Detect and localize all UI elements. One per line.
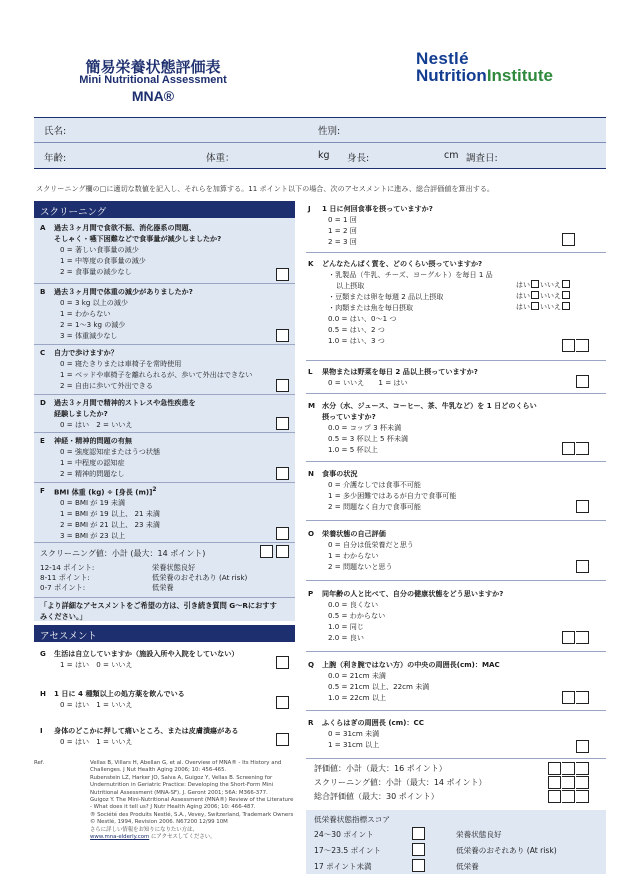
question-q-text-1: 上腕（利き腕ではない方）の中央の周囲長(cm)：MAC xyxy=(322,660,500,669)
letter-c: C xyxy=(40,348,46,357)
ref-line-11 xyxy=(90,834,300,841)
screening-subtotal-box-1[interactable] xyxy=(260,545,273,558)
question-k-option-2: 1.0 = はい、3 つ xyxy=(328,336,385,345)
answer-box-r[interactable] xyxy=(576,740,589,753)
answer-box-m-2[interactable] xyxy=(576,442,589,455)
height-label: 身長: xyxy=(347,153,370,164)
assessment-heading: アセスメント xyxy=(34,625,295,642)
question-d-text-2: 経験しましたか? xyxy=(54,409,108,418)
title-english: Mini Nutritional Assessment xyxy=(79,74,227,86)
question-f-option-3: 3 = BMI が 23 以上 xyxy=(60,531,126,541)
question-n-option-1: 1 = 多少困難ではあるが自力で食事可能 xyxy=(328,491,457,500)
question-r-text-1: ふくらはぎの周囲長 (cm)：CC xyxy=(322,718,424,727)
screening-subtotal-box-4[interactable] xyxy=(562,776,575,789)
question-k-sub-2: ・豆類または卵を毎週 2 品以上摂取 xyxy=(328,292,444,301)
more-assessment-note-1: 「より詳細なアセスメントをご希望の方は、引き続き質問 G～Rにおすす xyxy=(40,601,277,610)
answer-box-o[interactable] xyxy=(576,560,589,573)
question-l-option-0: 0 = いいえ 1 = はい xyxy=(328,378,408,387)
k2-no-box[interactable] xyxy=(562,291,570,299)
ref-line-5: Nutritional Assessment (MNA-SF). J. Geront 2001; 56A: M366-377. xyxy=(90,789,268,796)
question-o-option-0: 0 = 自分は低栄養だと思う xyxy=(328,540,414,549)
logo-nutrition: Nutrition xyxy=(416,66,487,85)
weight-label: 体重： xyxy=(206,153,235,164)
total-score-box-3[interactable] xyxy=(576,790,589,803)
question-p-option-1: 0.5 = わからない xyxy=(328,611,386,620)
ref-line-8: ® Société des Produits Nestlé, S.A., Vevey, Switzerland, Trademark Owners xyxy=(90,811,294,818)
question-k-sub-3: ・肉類または魚を毎日摂取 xyxy=(328,303,414,312)
question-n-text-1: 食事の状況 xyxy=(322,469,358,478)
mna-elderly-link[interactable]: www.mna-elderly.com xyxy=(90,834,150,841)
k2-yes-label: はい xyxy=(516,292,530,300)
date-label: 調査日: xyxy=(466,153,498,164)
question-r-option-0: 0 = 31cm 未満 xyxy=(328,729,380,738)
question-k-option-1: 0.5 = はい、2 つ xyxy=(328,325,385,334)
letter-n: N xyxy=(308,469,314,478)
question-b-option-3: 3 = 体重減少なし xyxy=(60,331,118,340)
ref-line-10: さらに詳しい情報をお知りになりたい方は、 xyxy=(90,826,198,833)
question-g-text-1: 生活は自立していますか（施設入所や入院をしていない） xyxy=(54,649,239,658)
logo-nestle: Nestlé xyxy=(416,49,469,68)
question-b-option-0: 0 = 3 kg 以上の減少 xyxy=(60,298,129,307)
question-j-text-1: 1 日に何回食事を摂っていますか? xyxy=(322,204,433,213)
score-check-2[interactable] xyxy=(412,843,425,856)
question-p-option-3: 2.0 = 良い xyxy=(328,633,364,642)
question-d-text-1: 過去３ヶ月間で精神的ストレスや急性疾患を xyxy=(54,398,196,407)
answer-box-h[interactable] xyxy=(276,696,289,709)
screening-heading: スクリーニング xyxy=(34,201,295,218)
cm-unit: cm xyxy=(444,150,459,161)
letter-d: D xyxy=(40,398,46,407)
question-j-option-1: 1 = 2 回 xyxy=(328,226,357,235)
question-i-option-0: 0 = はい 1 = いいえ xyxy=(60,737,133,746)
letter-j: J xyxy=(308,204,311,213)
assessment-subtotal-box-1[interactable] xyxy=(548,762,561,775)
question-f-superscript: 2 xyxy=(152,487,157,493)
screening-subtotal-label-2: スクリーニング値：小計（最大：14 ポイント） xyxy=(314,778,487,787)
ref-line-6: Guigoz Y. The Mini-Nutritional Assessment (MNA®) Review of the Literature xyxy=(90,797,294,804)
ref-line-4: Undernutrition in Geriatric Practice: Developing the Short-Form Mini xyxy=(90,782,274,789)
answer-box-f[interactable] xyxy=(276,527,289,540)
total-score-box-1[interactable] xyxy=(548,790,561,803)
answer-box-d[interactable] xyxy=(276,417,289,430)
score-label-2: 低栄養のおそれあり (At risk) xyxy=(456,846,557,855)
k1-yes-label: はい xyxy=(516,281,530,289)
question-m-option-0: 0.0 = コップ 3 杯未満 xyxy=(328,423,402,432)
score-label-3: 低栄養 xyxy=(456,862,479,871)
question-m-text-2: 摂っていますか? xyxy=(322,412,376,421)
question-k-sub-1: ・乳製品（牛乳、チーズ、ヨーグルト）を毎日 1 品 xyxy=(328,270,493,279)
k3-yes-box[interactable] xyxy=(531,302,539,310)
question-c-option-0: 0 = 寝たきりまたは車椅子を常時使用 xyxy=(60,359,182,368)
k-yes-no-checks xyxy=(516,280,571,313)
result-0-7-label: 低栄養 xyxy=(152,583,174,592)
question-m-option-1: 0.5 = 3 杯以上 5 杯未満 xyxy=(328,434,409,443)
k2-no-label: いいえ xyxy=(540,292,561,300)
answer-box-l[interactable] xyxy=(576,375,589,388)
question-n-option-2: 2 = 問題なく自力で食事可能 xyxy=(328,502,421,511)
screening-subtotal-label: スクリーニング値：小計 (最大：14 ポイント) xyxy=(40,549,206,558)
question-a-option-0: 0 = 著しい食事量の減少 xyxy=(60,245,139,254)
letter-p: P xyxy=(308,589,314,598)
question-d-option-0: 0 = はい 2 = いいえ xyxy=(60,420,133,429)
question-c-option-1: 1 = ベッドや車椅子を離れられるが、歩いて外出はできない xyxy=(60,370,253,379)
k2-yes-box[interactable] xyxy=(531,291,539,299)
kg-unit: kg xyxy=(318,150,330,161)
question-f-option-2: 2 = BMI が 21 以上、 23 未満 xyxy=(60,520,160,530)
malnutrition-indicator-score xyxy=(306,810,606,874)
title-mna: MNA® xyxy=(131,88,175,104)
answer-box-e[interactable] xyxy=(276,467,289,480)
k3-yes-label: はい xyxy=(516,303,530,311)
k1-no-label: いいえ xyxy=(540,281,561,289)
answer-box-b[interactable] xyxy=(276,329,289,342)
question-a-text-1: 過去３ヶ月間で食欲不振、消化器系の問題、 xyxy=(54,223,196,232)
score-range-1: 24～30 ポイント xyxy=(314,830,374,839)
answer-box-k-1[interactable] xyxy=(562,339,575,352)
patient-info-box xyxy=(34,117,606,169)
logo-nutrition-institute xyxy=(416,67,596,84)
letter-e: E xyxy=(40,436,45,445)
score-scale-title: 低栄養状態指標スコア xyxy=(314,815,390,824)
question-l-text-1: 果物または野菜を毎日 2 品以上摂っていますか? xyxy=(322,367,478,376)
score-range-3: 17 ポイント未満 xyxy=(314,862,372,871)
question-q-option-1: 0.5 = 21cm 以上、22cm 未満 xyxy=(328,682,430,691)
question-f-option-0: 0 = BMI が 19 未満 xyxy=(60,498,126,508)
screening-subtotal-box-5[interactable] xyxy=(576,776,589,789)
k3-no-label: いいえ xyxy=(540,303,561,311)
score-range-2: 17～23.5 ポイント xyxy=(314,846,381,855)
k1-no-box[interactable] xyxy=(562,280,570,288)
title-japanese: 簡易栄養状態評価表 xyxy=(85,58,221,76)
result-0-7-points: 0-7 ポイント: xyxy=(40,583,86,592)
answer-box-j[interactable] xyxy=(562,233,575,246)
score-check-3[interactable] xyxy=(412,859,425,872)
question-m-text-1: 水分（水、ジュース、コーヒー、茶、牛乳など）を 1 日どのくらい xyxy=(322,401,537,410)
total-score-label: 総合評価値（最大：30 ポイント） xyxy=(314,792,439,801)
answer-box-q-1[interactable] xyxy=(562,691,575,704)
question-j-option-0: 0 = 1 回 xyxy=(328,215,357,224)
question-n-option-0: 0 = 介護なしでは食事不可能 xyxy=(328,480,421,489)
question-o-option-1: 1 = わからない xyxy=(328,551,379,560)
question-k-option-0: 0.0 = はい、0～1 つ xyxy=(328,314,397,323)
screening-subtotal-box-3[interactable] xyxy=(548,776,561,789)
question-c-text-1: 自力で歩けますか？ xyxy=(54,348,118,357)
ref-line-2: Challenges. J Nut Health Aging 2006; 10: 456-465. xyxy=(90,767,227,774)
question-j-option-2: 2 = 3 回 xyxy=(328,237,357,246)
letter-q: Q xyxy=(308,660,315,669)
assessment-subtotal-label: 評価値：小計（最大：16 ポイント） xyxy=(314,764,447,773)
letter-m: M xyxy=(308,401,316,410)
question-k-text-1: どんなたんぱく質を、どのくらい摂っていますか? xyxy=(322,259,483,268)
question-e-option-2: 2 = 精神的問題なし xyxy=(60,469,125,478)
answer-box-m-1[interactable] xyxy=(562,442,575,455)
answer-box-i[interactable] xyxy=(276,733,289,746)
question-p-option-2: 1.0 = 同じ xyxy=(328,622,364,631)
answer-box-a[interactable] xyxy=(276,268,289,281)
letter-h: H xyxy=(40,689,46,698)
question-r-option-1: 1 = 31cm 以上 xyxy=(328,740,380,749)
question-a-option-1: 1 = 中等度の食事量の減少 xyxy=(60,256,146,265)
letter-o: O xyxy=(308,529,315,538)
question-p-option-0: 0.0 = 良くない xyxy=(328,600,379,609)
question-b-option-2: 2 = 1～3 kg の減少 xyxy=(60,320,126,329)
instructions: スクリーニング欄の□に適切な数値を記入し、それらを加算する。11 ポイント以下の場合、次のアセスメントに進み、総合評価値を算出する。 xyxy=(36,184,495,193)
more-assessment-note xyxy=(40,600,292,622)
ref-line-1: Vellas B, Villars H, Abellan G, et al. Overview of MNA® - Its History and xyxy=(90,760,282,766)
question-o-option-2: 2 = 問題ないと思う xyxy=(328,562,393,571)
question-p-text-1: 同年齢の人と比べて、自分の健康状態をどう思いますか? xyxy=(322,589,504,598)
references xyxy=(90,760,300,841)
question-e-option-1: 1 = 中程度の認知症 xyxy=(60,458,125,467)
question-f-text xyxy=(54,485,160,497)
result-12-14-points: 12-14 ポイント: xyxy=(40,563,95,572)
nestle-logo xyxy=(416,50,596,84)
letter-r: R xyxy=(308,718,314,727)
references-label: Ref. xyxy=(34,760,45,766)
question-f-option-1: 1 = BMI が 19 以上、 21 未満 xyxy=(60,509,160,519)
letter-k: K xyxy=(308,259,314,268)
question-a-option-2: 2 = 食事量の減少なし xyxy=(60,267,132,276)
ref-line-11-text: にアクセスしてください。 xyxy=(149,834,216,841)
screening-subtotal-box-2[interactable] xyxy=(276,545,289,558)
letter-l: L xyxy=(308,367,313,376)
answer-box-c[interactable] xyxy=(276,379,289,392)
question-q-option-2: 1.0 = 22cm 以上 xyxy=(328,693,387,702)
age-label: 年齢: xyxy=(44,153,67,164)
more-assessment-note-2: みください。」 xyxy=(40,612,87,621)
answer-box-g[interactable] xyxy=(276,656,289,669)
question-h-text-1: 1 日に 4 種類以上の処方薬を飲んでいる xyxy=(54,689,185,698)
question-f-text-1: BMI 体重 (kg) ÷ [身長 (m)] xyxy=(54,487,153,497)
letter-b: B xyxy=(40,287,46,296)
question-c-option-2: 2 = 自由に歩いて外出できる xyxy=(60,381,153,390)
ref-line-9: © Nestlé, 1994, Revision 2006. N67200 12/99 10M xyxy=(90,819,228,826)
answer-box-k-2[interactable] xyxy=(576,339,589,352)
answer-box-q-2[interactable] xyxy=(576,691,589,704)
answer-box-p-1[interactable] xyxy=(562,631,575,644)
k1-yes-box[interactable] xyxy=(531,280,539,288)
logo-institute: Institute xyxy=(486,66,553,85)
question-h-option-0: 0 = はい 1 = いいえ xyxy=(60,700,133,709)
question-e-option-0: 0 = 強度認知症またはうつ状態 xyxy=(60,447,161,456)
question-e-text-1: 神経・精神的問題の有無 xyxy=(54,436,133,445)
result-8-11-label: 低栄養のおそれあり (At risk) xyxy=(152,573,248,582)
answer-box-p-2[interactable] xyxy=(576,631,589,644)
totals xyxy=(314,762,487,804)
question-q-option-0: 0.0 = 21cm 未満 xyxy=(328,671,387,680)
question-k-sub-1b: 以上摂取 xyxy=(336,281,365,290)
screening-result-legend xyxy=(40,563,247,593)
score-check-1[interactable] xyxy=(412,827,425,840)
letter-i: I xyxy=(40,726,43,735)
answer-box-n[interactable] xyxy=(576,500,589,513)
letter-f: F xyxy=(40,486,45,495)
question-i-text-1: 身体のどこかに押して痛いところ、または皮膚潰瘍がある xyxy=(54,726,239,735)
k3-no-box[interactable] xyxy=(562,302,570,310)
question-m-option-2: 1.0 = 5 杯以上 xyxy=(328,445,378,454)
total-score-box-2[interactable] xyxy=(562,790,575,803)
assessment-subtotal-box-2[interactable] xyxy=(562,762,575,775)
letter-a: A xyxy=(40,223,46,232)
question-o-text-1: 栄養状態の自己評価 xyxy=(322,529,386,538)
sex-label: 性別: xyxy=(318,126,341,137)
result-8-11-points: 8-11 ポイント: xyxy=(40,573,90,582)
ref-line-3: Rubenstein LZ, Harker JO, Salva A, Guigoz Y, Vellas B. Screening for xyxy=(90,774,273,781)
question-b-option-1: 1 = わからない xyxy=(60,309,111,318)
score-label-1: 栄養状態良好 xyxy=(456,830,502,839)
result-12-14-label: 栄養状態良好 xyxy=(152,563,196,572)
question-g-option-0: 1 = はい 0 = いいえ xyxy=(60,660,133,669)
question-b-text-1: 過去３ヶ月間で体重の減少がありましたか? xyxy=(54,287,193,296)
name-label: 氏名: xyxy=(44,126,67,137)
question-a-text-2: そしゃく・嚥下困難などで食事量が減少しましたか? xyxy=(54,234,222,243)
letter-g: G xyxy=(40,649,46,658)
assessment-subtotal-box-3[interactable] xyxy=(576,762,589,775)
ref-line-7: - What does it tell us? J Nutr Health Aging 2006; 10: 466-487. xyxy=(90,804,256,811)
